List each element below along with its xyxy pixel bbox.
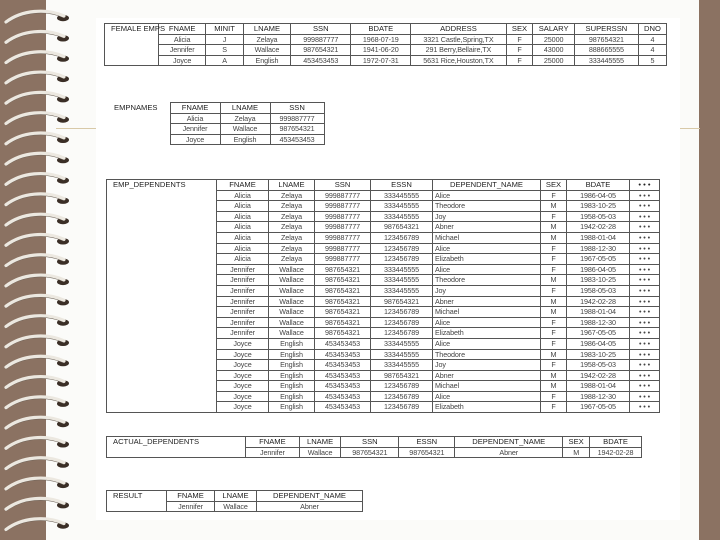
table-cell: 333445555 bbox=[371, 285, 433, 296]
table-cell: Alice bbox=[433, 338, 541, 349]
table-cell: M bbox=[541, 307, 567, 318]
table-cell: Theodore bbox=[433, 275, 541, 286]
table-cell: 1983-10-25 bbox=[567, 349, 630, 360]
table-cell: 333445555 bbox=[371, 349, 433, 360]
table-header-row bbox=[105, 24, 667, 35]
column-header: LNAME bbox=[220, 103, 270, 114]
table-cell: Zelaya bbox=[269, 243, 315, 254]
table-cell: 43000 bbox=[533, 45, 574, 56]
spiral-ring-icon bbox=[6, 32, 69, 44]
table-cell: 1972-07-31 bbox=[351, 55, 411, 66]
spiral-ring-icon bbox=[6, 498, 69, 510]
table-header-row bbox=[107, 437, 642, 448]
table-cell: 333445555 bbox=[371, 201, 433, 212]
spiral-ring-icon bbox=[6, 214, 69, 226]
spiral-ring-icon bbox=[6, 336, 69, 348]
table-cell: Alice bbox=[433, 190, 541, 201]
table-row bbox=[105, 34, 667, 45]
column-header: SSN bbox=[341, 437, 399, 448]
table-cell: 3321 Castle,Spring,TX bbox=[411, 34, 506, 45]
table-cell: Joyce bbox=[217, 349, 269, 360]
table-cell: Abner bbox=[433, 222, 541, 233]
table-cell: M bbox=[541, 381, 567, 392]
table-cell: Jennifer bbox=[170, 124, 220, 135]
table-cell: 999887777 bbox=[315, 222, 371, 233]
table-cell: • • • bbox=[630, 360, 660, 371]
table-cell: Alicia bbox=[217, 232, 269, 243]
table-cell: M bbox=[541, 370, 567, 381]
column-header: DEPENDENT_NAME bbox=[455, 437, 563, 448]
column-header: ESSN bbox=[399, 437, 455, 448]
column-header: MINIT bbox=[206, 24, 243, 35]
table-cell: 987654321 bbox=[341, 447, 399, 458]
table-cell: Alice bbox=[433, 243, 541, 254]
table-cell: Michael bbox=[433, 381, 541, 392]
result-table bbox=[106, 490, 363, 512]
table-cell: F bbox=[506, 45, 533, 56]
table-cell: Alice bbox=[433, 391, 541, 402]
table-cell: Joyce bbox=[217, 360, 269, 371]
table-cell: F bbox=[541, 243, 567, 254]
table-cell: F bbox=[541, 391, 567, 402]
spiral-ring-icon bbox=[6, 478, 69, 490]
table-cell: Zelaya bbox=[269, 232, 315, 243]
table-cell: Jennifer bbox=[167, 501, 215, 512]
column-header: LNAME bbox=[243, 24, 291, 35]
spiral-ring-icon bbox=[6, 356, 69, 368]
table-cell: • • • bbox=[630, 285, 660, 296]
column-header: SEX bbox=[563, 437, 590, 448]
table-cell: 987654321 bbox=[371, 370, 433, 381]
spiral-ring-icon bbox=[6, 316, 69, 328]
spiral-ring-icon bbox=[6, 295, 69, 307]
spiral-ring-icon bbox=[6, 377, 69, 389]
table-cell: 4 bbox=[638, 34, 666, 45]
table-cell: F bbox=[541, 338, 567, 349]
column-header: • • • bbox=[630, 180, 660, 191]
table-cell: English bbox=[269, 349, 315, 360]
table-header-row bbox=[107, 180, 660, 191]
table-cell: 999887777 bbox=[315, 201, 371, 212]
table-cell: 999887777 bbox=[270, 113, 324, 124]
table-cell: 999887777 bbox=[315, 190, 371, 201]
table-cell: 25000 bbox=[533, 55, 574, 66]
table-cell: A bbox=[206, 55, 243, 66]
table-cell: Theodore bbox=[433, 201, 541, 212]
table-cell: 987654321 bbox=[315, 328, 371, 339]
emp-dependents-table bbox=[106, 179, 660, 413]
table-cell: 987654321 bbox=[315, 317, 371, 328]
table-cell: 1983-10-25 bbox=[567, 275, 630, 286]
table-cell: 1986-04-05 bbox=[567, 264, 630, 275]
spiral-binding-icon bbox=[0, 0, 80, 540]
table-cell: 1988-01-04 bbox=[567, 381, 630, 392]
column-header: LNAME bbox=[299, 437, 340, 448]
table-cell: • • • bbox=[630, 190, 660, 201]
table-cell: 453453453 bbox=[315, 349, 371, 360]
table-cell: Jennifer bbox=[245, 447, 299, 458]
table-cell: Wallace bbox=[215, 501, 257, 512]
table-cell: 123456789 bbox=[371, 307, 433, 318]
table-cell: 987654321 bbox=[315, 285, 371, 296]
table-cell: J bbox=[206, 34, 243, 45]
table-cell: F bbox=[541, 402, 567, 413]
table-cell: Alicia bbox=[170, 113, 220, 124]
table-cell: Zelaya bbox=[243, 34, 291, 45]
table-cell: Alicia bbox=[217, 211, 269, 222]
table-cell: 987654321 bbox=[315, 307, 371, 318]
spiral-ring-icon bbox=[6, 174, 69, 186]
table-cell: 123456789 bbox=[371, 402, 433, 413]
table-cell: Michael bbox=[433, 307, 541, 318]
table-cell: 987654321 bbox=[315, 296, 371, 307]
table-cell: Wallace bbox=[269, 296, 315, 307]
table-cell: F bbox=[541, 360, 567, 371]
table-cell: Alicia bbox=[217, 222, 269, 233]
spiral-ring-icon bbox=[6, 397, 69, 409]
table-cell: Jennifer bbox=[217, 275, 269, 286]
table-cell: 123456789 bbox=[371, 232, 433, 243]
spiral-ring-icon bbox=[6, 72, 69, 84]
table-cell: M bbox=[541, 232, 567, 243]
table-cell: • • • bbox=[630, 349, 660, 360]
table-cell: M bbox=[563, 447, 590, 458]
table-cell: Elizabeth bbox=[433, 328, 541, 339]
spiral-ring-icon bbox=[6, 275, 69, 287]
table-cell: F bbox=[541, 264, 567, 275]
table-cell: Wallace bbox=[269, 275, 315, 286]
table-cell: 1942-02-28 bbox=[567, 222, 630, 233]
table-cell: M bbox=[541, 296, 567, 307]
table-cell: Abner bbox=[257, 501, 363, 512]
table-cell: Alicia bbox=[217, 201, 269, 212]
table-cell: 5631 Rice,Houston,TX bbox=[411, 55, 506, 66]
table-cell: M bbox=[541, 275, 567, 286]
table-header-row bbox=[108, 103, 324, 114]
table-cell: Joyce bbox=[217, 391, 269, 402]
column-header: LNAME bbox=[215, 491, 257, 502]
table-cell: Joyce bbox=[217, 381, 269, 392]
table-cell: Wallace bbox=[269, 285, 315, 296]
table-cell: 1958-05-03 bbox=[567, 360, 630, 371]
table-cell: 1942-02-28 bbox=[567, 370, 630, 381]
table-cell: 999887777 bbox=[315, 232, 371, 243]
spiral-ring-icon bbox=[6, 519, 69, 531]
table-cell: 453453453 bbox=[315, 391, 371, 402]
table-cell: Jennifer bbox=[217, 307, 269, 318]
table-cell: 333445555 bbox=[371, 264, 433, 275]
table-cell: F bbox=[541, 211, 567, 222]
table-cell: 987654321 bbox=[270, 124, 324, 135]
table-cell: Joyce bbox=[217, 370, 269, 381]
table-cell: Joyce bbox=[217, 338, 269, 349]
table-cell: 987654321 bbox=[291, 45, 351, 56]
table-cell: 1988-01-04 bbox=[567, 307, 630, 318]
table-cell: 5 bbox=[638, 55, 666, 66]
table-cell: 123456789 bbox=[371, 243, 433, 254]
table-cell: Joyce bbox=[158, 55, 206, 66]
spiral-ring-icon bbox=[6, 92, 69, 104]
table-cell: 333445555 bbox=[371, 190, 433, 201]
table-cell: Wallace bbox=[269, 307, 315, 318]
table-cell: 333445555 bbox=[371, 338, 433, 349]
relation-name: EMP_DEPENDENTS bbox=[107, 180, 217, 413]
table-cell: English bbox=[269, 391, 315, 402]
table-cell: Alicia bbox=[217, 254, 269, 265]
table-cell: 987654321 bbox=[399, 447, 455, 458]
table-cell: 123456789 bbox=[371, 391, 433, 402]
table-cell: Wallace bbox=[220, 124, 270, 135]
table-cell: English bbox=[269, 381, 315, 392]
table-cell: Zelaya bbox=[269, 201, 315, 212]
table-cell: Alicia bbox=[158, 34, 206, 45]
table-cell: Abner bbox=[455, 447, 563, 458]
table-row bbox=[105, 45, 667, 56]
table-cell: 1942-02-28 bbox=[590, 447, 642, 458]
spiral-ring-icon bbox=[6, 235, 69, 247]
table-cell: 1941-06-20 bbox=[351, 45, 411, 56]
table-cell: 1968-07-19 bbox=[351, 34, 411, 45]
table-cell: 1988-12-30 bbox=[567, 317, 630, 328]
table-cell: • • • bbox=[630, 317, 660, 328]
table-cell: 333445555 bbox=[371, 275, 433, 286]
relation-name: FEMALE EMPS bbox=[105, 24, 159, 66]
column-header: FNAME bbox=[167, 491, 215, 502]
table-cell: 25000 bbox=[533, 34, 574, 45]
table-cell: 987654321 bbox=[315, 275, 371, 286]
spiral-ring-icon bbox=[6, 417, 69, 429]
table-cell: 999887777 bbox=[315, 254, 371, 265]
actual-dependents-table bbox=[106, 436, 642, 458]
column-header: FNAME bbox=[170, 103, 220, 114]
female-emps-table bbox=[104, 23, 667, 66]
table-cell: Joyce bbox=[170, 134, 220, 145]
relation-name: ACTUAL_DEPENDENTS bbox=[107, 437, 246, 458]
table-cell: Jennifer bbox=[217, 264, 269, 275]
spiral-ring-icon bbox=[6, 255, 69, 267]
table-cell: 1983-10-25 bbox=[567, 201, 630, 212]
table-cell: 123456789 bbox=[371, 317, 433, 328]
table-cell: 987654321 bbox=[371, 296, 433, 307]
table-cell: • • • bbox=[630, 391, 660, 402]
table-cell: 1942-02-28 bbox=[567, 296, 630, 307]
table-cell: • • • bbox=[630, 232, 660, 243]
table-cell: Alicia bbox=[217, 190, 269, 201]
table-cell: • • • bbox=[630, 275, 660, 286]
table-cell: Joy bbox=[433, 285, 541, 296]
column-header: DNO bbox=[638, 24, 666, 35]
table-cell: 453453453 bbox=[270, 134, 324, 145]
table-cell: Zelaya bbox=[269, 211, 315, 222]
table-cell: • • • bbox=[630, 254, 660, 265]
table-cell: 333445555 bbox=[371, 360, 433, 371]
table-cell: Alice bbox=[433, 317, 541, 328]
table-cell: Joyce bbox=[217, 402, 269, 413]
table-cell: Wallace bbox=[269, 328, 315, 339]
column-header: SSN bbox=[315, 180, 371, 191]
table-cell: English bbox=[220, 134, 270, 145]
document-sheet bbox=[96, 18, 680, 520]
table-cell: • • • bbox=[630, 307, 660, 318]
column-header: SEX bbox=[541, 180, 567, 191]
table-cell: M bbox=[541, 201, 567, 212]
table-cell: 1986-04-05 bbox=[567, 190, 630, 201]
table-cell: Elizabeth bbox=[433, 402, 541, 413]
table-cell: Abner bbox=[433, 370, 541, 381]
decorative-rule bbox=[680, 128, 700, 129]
table-cell: Abner bbox=[433, 296, 541, 307]
table-cell: 1958-05-03 bbox=[567, 285, 630, 296]
table-cell: 453453453 bbox=[315, 370, 371, 381]
table-cell: 453453453 bbox=[315, 402, 371, 413]
column-header: ADDRESS bbox=[411, 24, 506, 35]
table-cell: 1988-12-30 bbox=[567, 391, 630, 402]
table-cell: F bbox=[506, 34, 533, 45]
table-cell: Wallace bbox=[243, 45, 291, 56]
spiral-ring-icon bbox=[6, 113, 69, 125]
table-cell: F bbox=[541, 285, 567, 296]
table-cell: • • • bbox=[630, 296, 660, 307]
table-cell: Jennifer bbox=[217, 285, 269, 296]
table-cell: 453453453 bbox=[291, 55, 351, 66]
table-cell: English bbox=[269, 338, 315, 349]
table-cell: 1967-05-05 bbox=[567, 402, 630, 413]
column-header: LNAME bbox=[269, 180, 315, 191]
spiral-ring-icon bbox=[6, 438, 69, 450]
table-cell: • • • bbox=[630, 338, 660, 349]
relation-name: EMPNAMES bbox=[114, 102, 158, 112]
table-cell: Alice bbox=[433, 264, 541, 275]
table-cell: Joy bbox=[433, 211, 541, 222]
table-cell: 999887777 bbox=[291, 34, 351, 45]
column-header: DEPENDENT_NAME bbox=[257, 491, 363, 502]
table-cell: Joy bbox=[433, 360, 541, 371]
spiral-ring-icon bbox=[6, 52, 69, 64]
table-cell: 987654321 bbox=[371, 222, 433, 233]
table-cell: 1958-05-03 bbox=[567, 211, 630, 222]
spiral-ring-icon bbox=[6, 11, 69, 23]
table-cell: 123456789 bbox=[371, 381, 433, 392]
column-header: SEX bbox=[506, 24, 533, 35]
table-cell: 333445555 bbox=[371, 211, 433, 222]
column-header: BDATE bbox=[590, 437, 642, 448]
column-header: SALARY bbox=[533, 24, 574, 35]
table-cell: 453453453 bbox=[315, 381, 371, 392]
column-header: SUPERSSN bbox=[574, 24, 638, 35]
table-cell: Jennifer bbox=[158, 45, 206, 56]
table-cell: F bbox=[506, 55, 533, 66]
table-cell: Zelaya bbox=[269, 190, 315, 201]
column-header: FNAME bbox=[245, 437, 299, 448]
table-cell: 888665555 bbox=[574, 45, 638, 56]
table-cell: 987654321 bbox=[315, 264, 371, 275]
table-cell: Zelaya bbox=[269, 222, 315, 233]
table-cell: 453453453 bbox=[315, 360, 371, 371]
table-cell: 123456789 bbox=[371, 328, 433, 339]
table-cell: • • • bbox=[630, 328, 660, 339]
table-cell: • • • bbox=[630, 381, 660, 392]
column-header: DEPENDENT_NAME bbox=[433, 180, 541, 191]
table-cell: 453453453 bbox=[315, 338, 371, 349]
table-cell: 291 Berry,Bellaire,TX bbox=[411, 45, 506, 56]
table-cell: English bbox=[269, 370, 315, 381]
table-cell: English bbox=[243, 55, 291, 66]
table-cell: Wallace bbox=[299, 447, 340, 458]
table-cell: 1988-12-30 bbox=[567, 243, 630, 254]
table-cell: 1988-01-04 bbox=[567, 232, 630, 243]
table-cell: • • • bbox=[630, 211, 660, 222]
table-cell: F bbox=[541, 190, 567, 201]
table-cell: Zelaya bbox=[269, 254, 315, 265]
table-cell: 1986-04-05 bbox=[567, 338, 630, 349]
table-cell: 4 bbox=[638, 45, 666, 56]
column-header: FNAME bbox=[158, 24, 206, 35]
table-cell: Elizabeth bbox=[433, 254, 541, 265]
table-cell: Jennifer bbox=[217, 328, 269, 339]
column-header: BDATE bbox=[351, 24, 411, 35]
table-cell: 333445555 bbox=[574, 55, 638, 66]
table-cell: 123456789 bbox=[371, 254, 433, 265]
table-cell: • • • bbox=[630, 201, 660, 212]
column-header: FNAME bbox=[217, 180, 269, 191]
spiral-ring-icon bbox=[6, 458, 69, 470]
table-cell: 999887777 bbox=[315, 243, 371, 254]
spiral-ring-icon bbox=[6, 153, 69, 165]
table-cell: Michael bbox=[433, 232, 541, 243]
table-cell: Zelaya bbox=[220, 113, 270, 124]
table-cell: F bbox=[541, 328, 567, 339]
table-cell: M bbox=[541, 222, 567, 233]
table-cell: 1967-05-05 bbox=[567, 254, 630, 265]
table-cell: Wallace bbox=[269, 264, 315, 275]
table-cell: 987654321 bbox=[574, 34, 638, 45]
column-header: BDATE bbox=[567, 180, 630, 191]
table-cell: English bbox=[269, 402, 315, 413]
table-cell: F bbox=[541, 317, 567, 328]
table-cell: S bbox=[206, 45, 243, 56]
column-header: SSN bbox=[291, 24, 351, 35]
table-cell: English bbox=[269, 360, 315, 371]
spiral-ring-icon bbox=[6, 133, 69, 145]
empnames-table bbox=[108, 102, 325, 145]
table-cell: Theodore bbox=[433, 349, 541, 360]
spiral-ring-icon bbox=[6, 194, 69, 206]
table-cell: 1967-05-05 bbox=[567, 328, 630, 339]
table-header-row bbox=[107, 491, 363, 502]
table-cell: • • • bbox=[630, 243, 660, 254]
table-cell: F bbox=[541, 254, 567, 265]
table-cell: Wallace bbox=[269, 317, 315, 328]
table-cell: Jennifer bbox=[217, 317, 269, 328]
column-header: ESSN bbox=[371, 180, 433, 191]
table-cell: • • • bbox=[630, 370, 660, 381]
table-cell: M bbox=[541, 349, 567, 360]
table-cell: • • • bbox=[630, 264, 660, 275]
table-cell: • • • bbox=[630, 402, 660, 413]
table-cell: • • • bbox=[630, 222, 660, 233]
column-header: SSN bbox=[270, 103, 324, 114]
table-cell: Alicia bbox=[217, 243, 269, 254]
table-cell: 999887777 bbox=[315, 211, 371, 222]
relation-name: RESULT bbox=[107, 491, 167, 512]
table-cell: Jennifer bbox=[217, 296, 269, 307]
table-row bbox=[105, 55, 667, 66]
